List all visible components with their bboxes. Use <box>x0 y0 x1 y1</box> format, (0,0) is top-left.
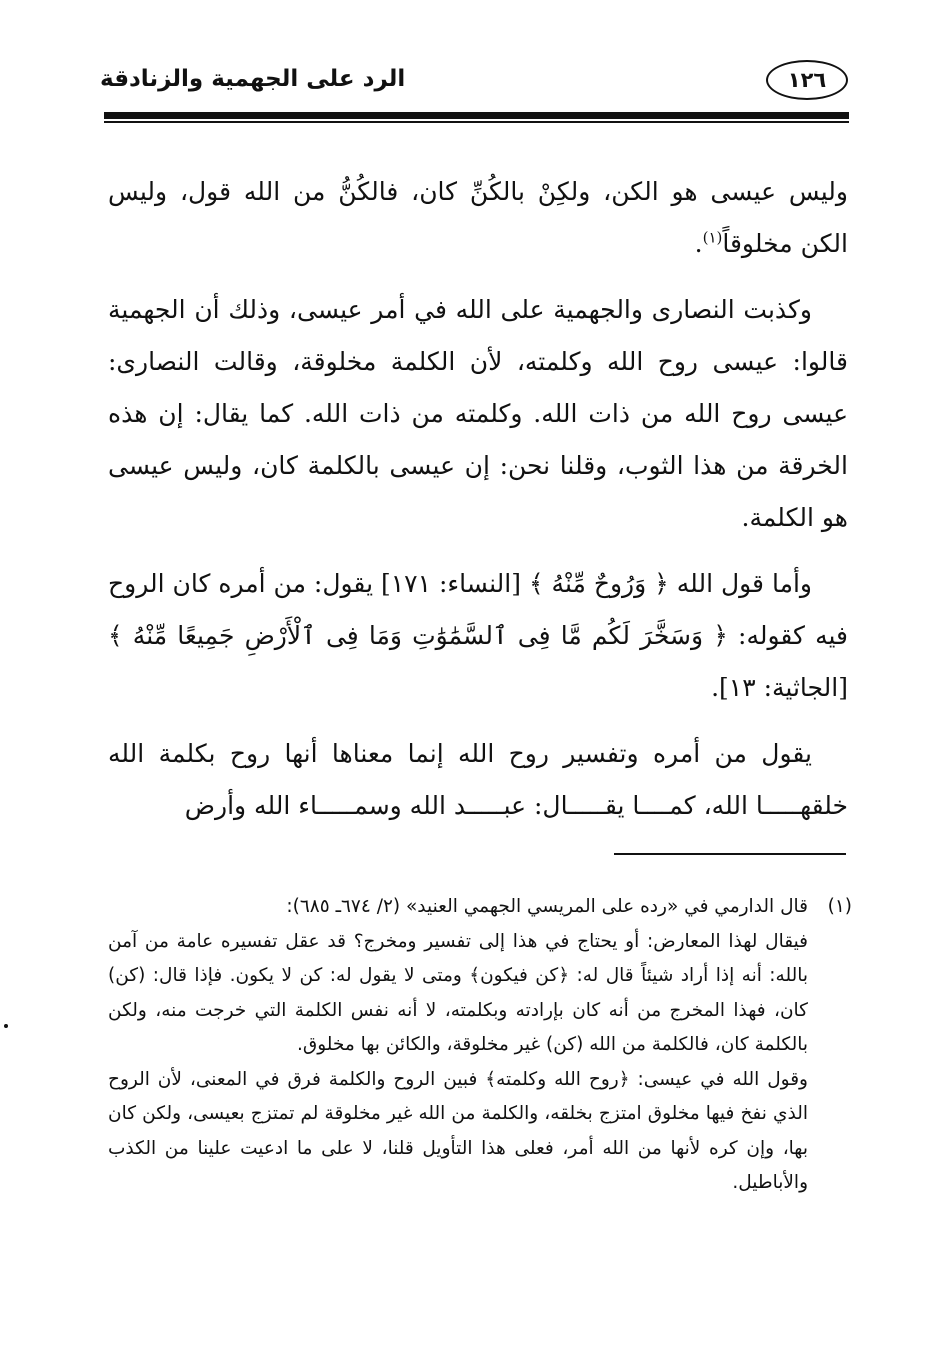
paragraph-1-end: . <box>694 229 703 258</box>
paragraph-3-text-b: [النساء: ١٧١] يقول: من أمره كان الروح فيه كقوله: <box>108 569 848 650</box>
paragraph-2: وكذبت النصارى والجهمية على الله في أمر عيسى، وذلك أن الجهمية قالوا: عيسى روح الله وكلمته، لأن الكلمة مخلوقة، وقالت النصارى: عيسى روح الله من ذات الله. وكلمته من ذات الله. كما يقال: إن هذه الخرقة من هذا الثوب، وقلنا نحن: إن عيسى بالكلمة كان، وليس عيسى هو الكلمة. <box>108 295 848 532</box>
paragraph-1-text: وليس عيسى هو الكن، ولكِنْ بالكُنِّ كان، فالكُنُّ من الله قول، وليس الكن مخلوقاً <box>108 177 848 258</box>
footnote-1-intro: قال الدارمي في «رده على المريسي الجهمي العنيد» (٢/ ٦٧٤ـ ٦٨٥): <box>286 896 808 917</box>
footnote-number: (١) <box>827 896 852 917</box>
footnote-separator <box>614 853 846 855</box>
paragraph-3-text-c: [الجاثية: ١٣]. <box>711 673 848 702</box>
scan-speck <box>4 1024 8 1028</box>
footnotes <box>108 890 852 1201</box>
paragraph-4: يقول من أمره وتفسير روح الله إنما معناها أنها روح بكلمة الله خلقهـــــا الله، كمــــا يقـــــال: عبـــــد الله وسمـــــاء الله وأرض <box>108 739 848 820</box>
footnote-1-para-1: فيقال لهذا المعارض: أو يحتاج في هذا إلى تفسير ومخرج؟ قد عقل تفسيره عامة من آمن بالله: أنه إذا أراد شيئاً قال له: ﴿كن فيكون﴾ ومتى لا يقول له: كن لا يكون. فإذا قال: (كن) كان، فهذا المخرج من أنه كان بإرادته وبكلمته، لا أنه نفس الكلمة التي خرجت منه، ولكن بالكلمة كان، فالكلمة من الله (كن) غير مخلوقة، والكائن بها مخلوق. <box>108 930 808 1055</box>
page-header <box>100 60 852 110</box>
paragraph-3-text-a: وأما قول الله <box>676 569 812 598</box>
quran-verse-2: ﴿ وَسَخَّرَ لَكُم مَّا فِى ٱلسَّمَٰوَٰتِ وَمَا فِى ٱلْأَرْضِ جَمِيعًا مِّنْهُ ﴾ <box>108 621 728 650</box>
footnote-1 <box>108 890 852 1201</box>
running-title: الرد على الجهمية والزنادقة <box>100 66 406 92</box>
footnote-marker: (١) <box>702 228 723 247</box>
header-rule <box>104 112 849 119</box>
main-text <box>108 166 848 846</box>
paragraph-3 <box>108 558 848 714</box>
quran-verse-1: ﴿ وَرُوحٌ مِّنْهُ ﴾ <box>528 569 669 598</box>
page-number: ١٢٦ <box>766 60 848 100</box>
paragraph-1 <box>108 166 848 270</box>
header-rule-thin <box>104 121 849 123</box>
footnote-1-para-2: وقول الله في عيسى: ﴿روح الله وكلمته﴾ فبين الروح والكلمة فرق في المعنى، لأن الروح الذي نفخ فيها مخلوق امتزج بخلقه، والكلمة من الله غير مخلوقة لم تمتزج بعيسى، ولكن كان بها، وإن كره لأنها من الله أمر، فعلى هذا التأويل قلنا، لا على ما ادعيت علينا من الكذب والأباطيل. <box>108 1068 808 1193</box>
